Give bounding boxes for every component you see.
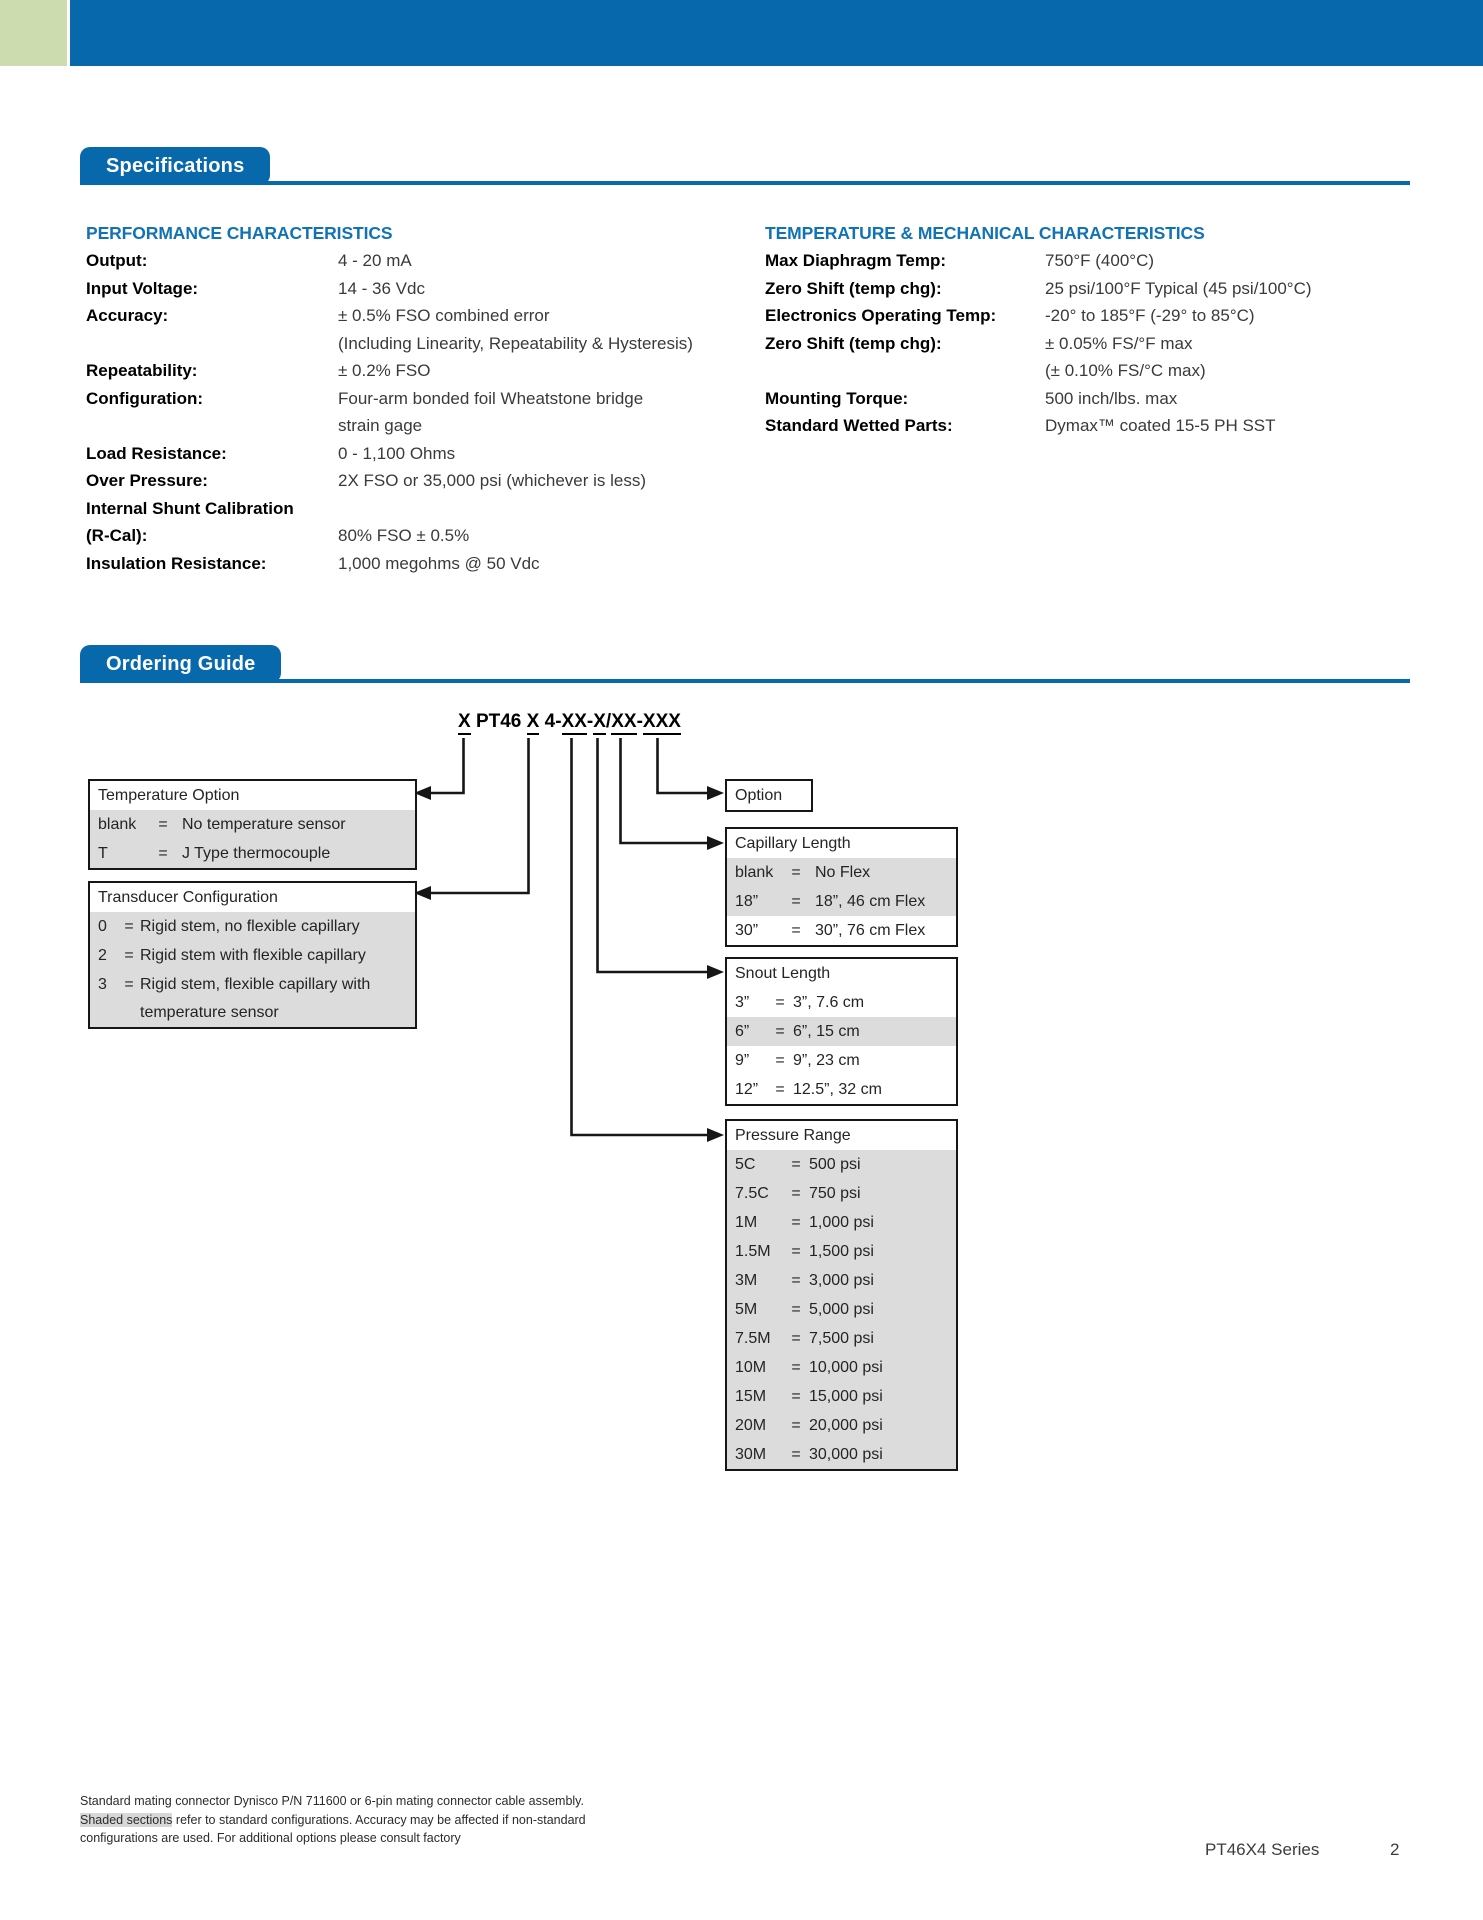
option-desc: Rigid stem, flexible capillary with temperature sensor (140, 975, 371, 1021)
option-row (727, 1046, 956, 1075)
spec-value: Four-arm bonded foil Wheatstone bridge (338, 388, 644, 408)
box-title: Option (735, 787, 783, 804)
spec-row (86, 550, 736, 578)
spec-row (86, 357, 736, 385)
option-code: 5M (735, 1301, 758, 1318)
spec-row (86, 275, 736, 303)
spec-row (765, 385, 1405, 413)
option-desc: 10,000 psi (809, 1358, 883, 1376)
spec-value: 80% FSO ± 0.5% (338, 526, 470, 545)
equals-sign: = (124, 976, 134, 993)
spec-label (765, 357, 1045, 385)
spec-label: Configuration: (86, 388, 204, 408)
option-code: 10M (735, 1359, 767, 1376)
footer-note-line1: Standard mating connector Dynisco P/N 711600 or 6-pin mating connector cable assembly. (80, 1794, 584, 1808)
option-code: 20M (735, 1417, 767, 1434)
spec-row (765, 275, 1405, 303)
specifications-section-tab: Specifications (80, 147, 270, 185)
option-desc: 15,000 psi (809, 1387, 883, 1405)
option-code: 30” (735, 922, 759, 939)
equals-sign: = (791, 1185, 801, 1202)
spec-value: 4 - 20 mA (338, 251, 412, 270)
option-row (727, 1440, 956, 1469)
equals-sign: = (791, 1243, 801, 1260)
option-desc: J Type thermocouple (182, 844, 331, 862)
spec-row (765, 412, 1405, 440)
spec-row (765, 357, 1405, 385)
equals-sign: = (791, 1388, 801, 1405)
option-row (727, 1266, 956, 1295)
spec-value: (Including Linearity, Repeatability & Hysteresis) (338, 333, 693, 353)
spec-label: Over Pressure: (86, 471, 208, 490)
spec-value: 0 - 1,100 Ohms (338, 443, 456, 463)
equals-sign: = (791, 922, 801, 939)
option-row (727, 1295, 956, 1324)
option-row (727, 1179, 956, 1208)
spec-value: -20° to 185°F (-29° to 85°C) (1045, 306, 1255, 325)
spec-value: (± 0.10% FS/°C max) (1045, 361, 1206, 380)
spec-row (86, 412, 736, 440)
transducer-configuration-box (88, 881, 417, 1029)
option-code: 7.5M (735, 1330, 771, 1347)
series-label: PT46X4 Series (1205, 1840, 1320, 1859)
spec-row (765, 247, 1405, 275)
banner-green-block (0, 0, 67, 66)
footer-note-line2-rest: refer to standard configurations. Accuracy may be affected if non-standard (172, 1812, 586, 1827)
performance-heading: PERFORMANCE CHARACTERISTICS (86, 223, 393, 243)
equals-sign: = (775, 1081, 785, 1098)
option-row (727, 1208, 956, 1237)
part-number-segment: XXX (643, 711, 681, 735)
option-desc: 750 psi (809, 1184, 861, 1202)
ordering-guide-rule (80, 679, 1410, 683)
option-desc: 30”, 76 cm Flex (815, 921, 926, 939)
arrow-to-snout-length (707, 965, 724, 979)
spec-value: 25 psi/100°F Typical (45 psi/100°C) (1045, 278, 1312, 298)
spec-value: ± 0.5% FSO combined error (338, 306, 550, 325)
temperature-mechanical-column (765, 220, 1405, 440)
spec-row (86, 522, 736, 550)
option-code: 7.5C (735, 1185, 769, 1202)
spec-label: Electronics Operating Temp: (765, 306, 997, 325)
spec-row (765, 330, 1405, 358)
option-row (727, 1382, 956, 1411)
specifications-rule (80, 181, 1410, 185)
temperature-rows (765, 247, 1405, 440)
option-desc: 500 psi (809, 1155, 861, 1173)
option-desc: 5,000 psi (809, 1300, 874, 1318)
option-code: 1M (735, 1214, 758, 1231)
option-code: 5C (735, 1156, 756, 1173)
performance-characteristics-column (86, 220, 736, 577)
equals-sign: = (791, 1156, 801, 1173)
ordering-guide-section-tab: Ordering Guide (80, 645, 281, 683)
equals-sign: = (124, 918, 134, 935)
equals-sign: = (791, 1417, 801, 1434)
option-code: blank (735, 864, 774, 881)
part-number-segment: X (458, 711, 471, 735)
spec-row (86, 330, 736, 358)
part-number-segment: - (636, 711, 643, 732)
arrow-to-pressure-range (707, 1128, 724, 1142)
option-code: 15M (735, 1388, 767, 1405)
option-desc: Rigid stem with flexible capillary (140, 946, 366, 964)
part-number-segment: X (593, 711, 606, 735)
option-row (727, 988, 956, 1017)
option-row (727, 1017, 956, 1046)
box-rows (90, 912, 415, 1027)
equals-sign: = (158, 845, 168, 862)
equals-sign: = (791, 1359, 801, 1376)
spec-label: Repeatability: (86, 361, 198, 380)
equals-sign: = (791, 1301, 801, 1318)
option-code: 3M (735, 1272, 758, 1289)
equals-sign: = (791, 1272, 801, 1289)
spec-row (86, 247, 736, 275)
spec-row (86, 495, 736, 523)
spec-value: strain gage (338, 416, 423, 435)
spec-row (86, 385, 736, 413)
option-row (727, 1324, 956, 1353)
spec-row (86, 467, 736, 495)
equals-sign: = (791, 1214, 801, 1231)
option-code: 3” (735, 994, 750, 1011)
equals-sign: = (791, 893, 801, 910)
option-code: 9” (735, 1052, 750, 1069)
option-code: 6” (735, 1023, 750, 1040)
option-desc: 7,500 psi (809, 1329, 874, 1347)
part-number-segment: X (527, 711, 540, 735)
spec-label: Zero Shift (temp chg): (765, 333, 942, 353)
spec-label: Input Voltage: (86, 278, 199, 298)
option-desc: 20,000 psi (809, 1416, 883, 1434)
spec-row (765, 302, 1405, 330)
spec-row (86, 302, 736, 330)
part-number-segment: XX (562, 711, 587, 735)
spec-value: 750°F (400°C) (1045, 251, 1155, 270)
spec-label: Standard Wetted Parts: (765, 416, 953, 435)
shaded-sections-highlight: Shaded sections (80, 1812, 173, 1827)
option-code: 1.5M (735, 1243, 771, 1260)
box-rows (727, 988, 956, 1104)
spec-value: ± 0.2% FSO (338, 361, 431, 380)
option-code: 12” (735, 1081, 759, 1098)
box-rows (90, 810, 415, 868)
equals-sign: = (791, 864, 801, 881)
option-desc: No temperature sensor (182, 815, 346, 833)
spec-value: 500 inch/lbs. max (1045, 388, 1178, 408)
option-code: 2 (98, 947, 107, 964)
spec-label: Load Resistance: (86, 443, 227, 463)
option-desc: 6”, 15 cm (793, 1022, 860, 1040)
option-row (727, 916, 956, 945)
spec-label (86, 412, 338, 440)
performance-rows (86, 247, 736, 577)
spec-label (86, 330, 338, 358)
box-title: Transducer Configuration (98, 889, 278, 906)
option-code: 18” (735, 893, 759, 910)
option-desc: 30,000 psi (809, 1445, 883, 1463)
option-desc: 1,500 psi (809, 1242, 874, 1260)
option-code: 0 (98, 918, 107, 935)
option-box (725, 779, 813, 812)
part-number-segment: - (586, 711, 594, 732)
part-number-segment: 4- (539, 711, 562, 732)
spec-label: Internal Shunt Calibration (86, 498, 294, 518)
footer-note-line2 (80, 1811, 640, 1830)
equals-sign: = (775, 1023, 785, 1040)
option-code: blank (98, 816, 137, 833)
option-desc: 1,000 psi (809, 1213, 874, 1231)
spec-label: Zero Shift (temp chg): (765, 278, 942, 298)
option-row (727, 1353, 956, 1382)
option-desc: 18”, 46 cm Flex (815, 892, 926, 910)
spec-label: Max Diaphragm Temp: (765, 251, 947, 270)
option-row (90, 912, 415, 941)
equals-sign: = (775, 1052, 785, 1069)
part-number-segment: PT46 (470, 711, 527, 732)
box-title: Snout Length (735, 965, 831, 982)
spec-value: ± 0.05% FS/°F max (1045, 333, 1193, 353)
option-row (90, 839, 415, 868)
equals-sign: = (158, 816, 168, 833)
option-row (727, 887, 956, 916)
footer-note-line3: configurations are used. For additional options please consult factory (80, 1831, 461, 1845)
part-number-segment: / (605, 711, 612, 732)
temperature-heading: TEMPERATURE & MECHANICAL CHARACTERISTICS (765, 223, 1205, 243)
capillary-length-box (725, 827, 958, 947)
box-title: Pressure Range (735, 1127, 851, 1144)
arrow-to-option (707, 786, 724, 800)
box-rows (727, 1150, 956, 1469)
option-desc: 9”, 23 cm (793, 1051, 860, 1069)
option-desc: 12.5”, 32 cm (793, 1080, 882, 1098)
spec-label: Mounting Torque: (765, 388, 909, 408)
option-desc: Rigid stem, no flexible capillary (140, 917, 360, 935)
box-title: Capillary Length (735, 835, 851, 852)
option-row (90, 941, 415, 970)
spec-value: Dymax™ coated 15-5 PH SST (1045, 416, 1276, 435)
equals-sign: = (791, 1446, 801, 1463)
option-row (90, 970, 415, 1027)
option-row (727, 1075, 956, 1104)
arrow-to-capillary-length (707, 836, 724, 850)
spec-label: (R-Cal): (86, 526, 148, 545)
banner-blue-bar (70, 0, 1483, 66)
pressure-range-box (725, 1119, 958, 1471)
option-desc: No Flex (815, 863, 871, 881)
option-row (727, 1411, 956, 1440)
equals-sign: = (775, 994, 785, 1011)
spec-label: Accuracy: (86, 306, 169, 325)
box-rows (727, 858, 956, 945)
option-code: T (98, 845, 108, 862)
option-code: 3 (98, 976, 107, 993)
option-row (90, 810, 415, 839)
box-title: Temperature Option (98, 787, 240, 804)
spec-label: Output: (86, 251, 148, 270)
spec-row (86, 440, 736, 468)
spec-value: 2X FSO or 35,000 psi (whichever is less) (338, 471, 647, 490)
snout-length-box (725, 957, 958, 1106)
option-desc: 3”, 7.6 cm (793, 993, 865, 1011)
option-desc: 3,000 psi (809, 1271, 874, 1289)
footer-note (80, 1792, 640, 1848)
equals-sign: = (791, 1330, 801, 1347)
temperature-option-box (88, 779, 417, 870)
spec-value: 1,000 megohms @ 50 Vdc (338, 553, 540, 573)
spec-value: 14 - 36 Vdc (338, 278, 425, 298)
option-row (727, 1237, 956, 1266)
part-number-segment: XX (611, 711, 636, 735)
option-row (727, 858, 956, 887)
page-number: 2 (1390, 1840, 1400, 1859)
option-code: 30M (735, 1446, 767, 1463)
part-number (458, 711, 681, 733)
spec-label: Insulation Resistance: (86, 553, 267, 573)
equals-sign: = (124, 947, 134, 964)
option-row (727, 1150, 956, 1179)
